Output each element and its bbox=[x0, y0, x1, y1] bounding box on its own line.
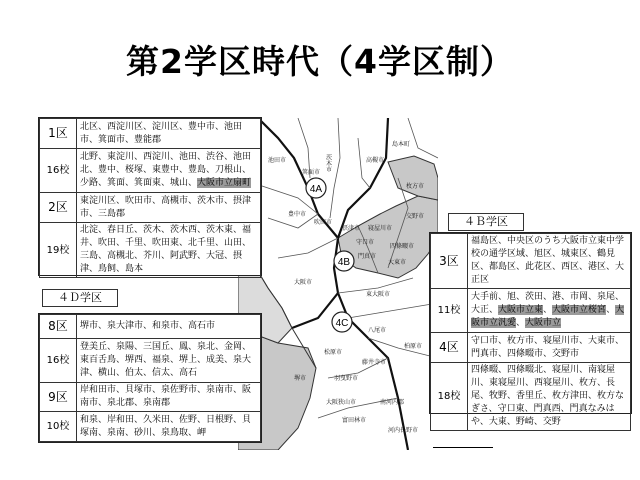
map-label-shimamoto: 島本町 bbox=[392, 141, 411, 148]
district-label: 3区 bbox=[431, 234, 468, 289]
map-label-ikeda: 池田市 bbox=[268, 157, 287, 164]
zone-4a-label: 4A bbox=[309, 184, 323, 195]
map-label-yao: 八尾市 bbox=[368, 327, 387, 334]
map-label-fujiidera: 藤井寺市 bbox=[362, 359, 387, 366]
district-1-2-panel bbox=[38, 117, 262, 276]
map-label-osaka: 大阪市 bbox=[294, 279, 313, 286]
map-label-tondabayashi: 富田林市 bbox=[342, 417, 367, 424]
map-label-matsubara: 松原市 bbox=[324, 349, 343, 356]
district-label: 2区 bbox=[40, 193, 77, 223]
district-map bbox=[238, 118, 438, 450]
zone-4d-title: ４Ｄ学区 bbox=[42, 289, 118, 307]
district-areas: 東淀川区、吹田市、高槻市、茨木市、摂津市、三島郡 bbox=[77, 193, 261, 223]
district-areas: 岸和田市、貝塚市、泉佐野市、泉南市、阪南市、泉北郡、泉南郡 bbox=[77, 383, 261, 412]
district-areas: 守口市、枚方市、寝屋川市、大東市、門真市、四條畷市、交野市 bbox=[468, 333, 631, 363]
map-label-suita: 吹田市 bbox=[314, 219, 333, 226]
map-label-takatsuki: 高槻市 bbox=[366, 157, 385, 164]
highlighted-school: 大阪市立汎愛 bbox=[471, 305, 625, 328]
school-list-text: 大手前、旭、茨田、港、市岡、泉尾、大正、 bbox=[471, 292, 625, 315]
map-label-habikino: 羽曳野市 bbox=[334, 375, 359, 382]
school-list bbox=[77, 149, 261, 193]
district-label: 9区 bbox=[40, 383, 77, 412]
map-label-katano: 交野市 bbox=[406, 213, 425, 220]
zone-4c-label: 4C bbox=[335, 318, 349, 329]
school-count: 16校 bbox=[40, 149, 77, 193]
school-list: 登美丘、泉陽、三国丘、鳳、泉北、金岡、東百舌鳥、堺西、福泉、堺上、成美、泉大津、横山、伯太、信太、高石 bbox=[77, 339, 261, 383]
school-count: 19校 bbox=[40, 223, 77, 278]
map-label-mino: 箕面市 bbox=[302, 169, 321, 176]
map-label-neyagawa: 寝屋川市 bbox=[368, 225, 393, 232]
district-areas: 福島区、中央区のうち大阪市立東中学校の通学区域、旭区、城東区、鶴見区、都島区、此花区、西区、港区、大正区 bbox=[468, 234, 631, 289]
page-title: 第2学区時代（4学区制） bbox=[126, 42, 514, 81]
map-label-minamikawachi: 南河内郡 bbox=[380, 399, 405, 406]
school-list-text: 北野、東淀川、西淀川、池田、渋谷、池田北、豊中、桜塚、東豊中、豊島、刀根山、少路、箕面、箕面東、城山、 bbox=[80, 152, 252, 188]
highlighted-school: 大阪市立扇町 bbox=[197, 178, 252, 188]
map-label-kadoma: 門真市 bbox=[358, 253, 377, 260]
school-list-text: 、 bbox=[516, 318, 526, 328]
zone-4b-panel bbox=[429, 232, 632, 427]
highlighted-school: 大阪市立桜宮 bbox=[552, 305, 607, 315]
school-list bbox=[468, 289, 631, 333]
district-areas: 堺市、泉大津市、和泉市、高石市 bbox=[77, 315, 261, 339]
zone-4b-label: 4B bbox=[337, 257, 351, 268]
district-label: 4区 bbox=[431, 333, 468, 363]
map-label-kawachinagano: 河内長野市 bbox=[388, 427, 419, 434]
map-label-toyonaka: 豊中市 bbox=[288, 211, 307, 218]
highlighted-school: 大阪市立 bbox=[525, 318, 562, 328]
map-label-settsu: 摂津市 bbox=[342, 225, 361, 232]
zone-4b-east-shading bbox=[388, 156, 438, 200]
map-label-sakai: 堺市 bbox=[294, 375, 307, 382]
district-boundary bbox=[292, 293, 338, 328]
map-label-kashiwara: 柏原市 bbox=[404, 343, 423, 350]
school-count: 18校 bbox=[431, 363, 468, 431]
zone-4b-title: ４Ｂ学区 bbox=[448, 213, 524, 231]
school-list: 四條畷、四條畷北、寝屋川、南寝屋川、東寝屋川、西寝屋川、枚方、長尾、牧野、香里丘、枚方津田、枚方なぎさ、守口東、門真西、門真なみはや、大東、野崎、交野 bbox=[468, 363, 631, 431]
map-label-shijonawate: 四條畷市 bbox=[390, 243, 415, 250]
divider-line bbox=[433, 447, 493, 448]
district-areas: 北区、西淀川区、淀川区、豊中市、池田市、箕面市、豊能郡 bbox=[77, 119, 261, 149]
zone-4d-panel bbox=[38, 313, 262, 443]
district-label: 8区 bbox=[40, 315, 77, 339]
school-count: 16校 bbox=[40, 339, 77, 383]
map-label-moriguchi: 守口市 bbox=[356, 239, 375, 246]
map-label-hirakata: 枚方市 bbox=[406, 183, 425, 190]
school-list-text: 、 bbox=[606, 305, 616, 315]
district-label: 1区 bbox=[40, 119, 77, 149]
school-list-text: 、 bbox=[543, 305, 553, 315]
school-list: 和泉、岸和田、久米田、佐野、日根野、貝塚南、泉南、砂川、泉鳥取、岬 bbox=[77, 412, 261, 442]
school-list: 北淀、春日丘、茨木、茨木西、茨木東、福井、吹田、千里、吹田東、北千里、山田、三島、高槻北、芥川、阿武野、大冠、摂津、鳥飼、島本 bbox=[77, 223, 261, 278]
school-count: 11校 bbox=[431, 289, 468, 333]
map-label-osakasayama: 大阪狭山市 bbox=[326, 399, 357, 406]
highlighted-school: 大阪市立東 bbox=[498, 305, 544, 315]
map-label-higashiosaka: 東大阪市 bbox=[366, 291, 391, 298]
map-label-daito: 大東市 bbox=[388, 259, 407, 266]
school-count: 10校 bbox=[40, 412, 77, 442]
map-label-ibaraki: 茨木市 bbox=[324, 154, 332, 172]
